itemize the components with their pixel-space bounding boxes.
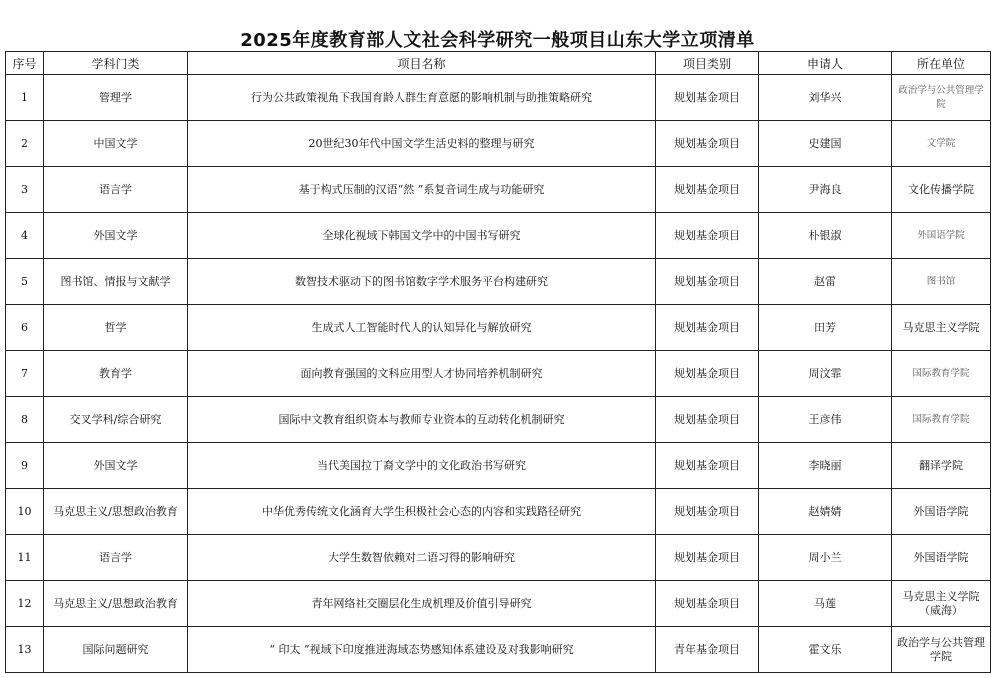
document-title: 2025年度教育部人文社会科学研究一般项目山东大学立项清单 <box>240 30 755 51</box>
cell-project-name: 国际中文教育组织资本与教师专业资本的互动转化机制研究 <box>188 397 656 443</box>
cell-index: 1 <box>6 75 44 121</box>
cell-project-name: 20世纪30年代中国文学生活史料的整理与研究 <box>188 121 656 167</box>
cell-project-name: 中华优秀传统文化涵育大学生积极社会心态的内容和实践路径研究 <box>188 489 656 535</box>
cell-category: 规划基金项目 <box>656 581 759 627</box>
cell-unit: 图书馆 <box>892 259 991 305</box>
cell-discipline: 语言学 <box>44 535 188 581</box>
table-row <box>6 397 991 443</box>
table-row <box>6 351 991 397</box>
cell-index: 9 <box>6 443 44 489</box>
cell-index: 10 <box>6 489 44 535</box>
cell-applicant: 赵婧婧 <box>759 489 892 535</box>
cell-category: 青年基金项目 <box>656 627 759 673</box>
table-row <box>6 535 991 581</box>
cell-applicant: 尹海良 <box>759 167 892 213</box>
cell-index: 2 <box>6 121 44 167</box>
table-row <box>6 581 991 627</box>
table-row <box>6 167 991 213</box>
cell-project-name: “ 印太 ”视域下印度推进海域态势感知体系建设及对我影响研究 <box>188 627 656 673</box>
table-row <box>6 443 991 489</box>
header-index: 序号 <box>6 52 44 75</box>
cell-category: 规划基金项目 <box>656 443 759 489</box>
cell-category: 规划基金项目 <box>656 75 759 121</box>
cell-unit: 外国语学院 <box>892 535 991 581</box>
cell-project-name: 大学生数智依赖对二语习得的影响研究 <box>188 535 656 581</box>
cell-project-name: 数智技术驱动下的图书馆数字学术服务平台构建研究 <box>188 259 656 305</box>
cell-unit: 翻译学院 <box>892 443 991 489</box>
table-row <box>6 489 991 535</box>
cell-discipline: 语言学 <box>44 167 188 213</box>
cell-unit: 马克思主义学院 <box>892 305 991 351</box>
table-row <box>6 75 991 121</box>
cell-project-name: 面向教育强国的文科应用型人才协同培养机制研究 <box>188 351 656 397</box>
cell-project-name: 生成式人工智能时代人的认知异化与解放研究 <box>188 305 656 351</box>
table-row <box>6 259 991 305</box>
cell-index: 13 <box>6 627 44 673</box>
cell-category: 规划基金项目 <box>656 397 759 443</box>
header-applicant: 申请人 <box>759 52 892 75</box>
table-row <box>6 213 991 259</box>
cell-discipline: 交叉学科/综合研究 <box>44 397 188 443</box>
cell-discipline: 管理学 <box>44 75 188 121</box>
cell-unit: 文学院 <box>892 121 991 167</box>
cell-project-name: 基于构式压制的汉语“然 ”系复音词生成与功能研究 <box>188 167 656 213</box>
cell-applicant: 周小兰 <box>759 535 892 581</box>
cell-unit: 外国语学院 <box>892 213 991 259</box>
cell-index: 4 <box>6 213 44 259</box>
cell-unit: 政治学与公共管理学院 <box>892 75 991 121</box>
cell-discipline: 中国文学 <box>44 121 188 167</box>
project-table <box>5 51 991 673</box>
cell-category: 规划基金项目 <box>656 167 759 213</box>
cell-category: 规划基金项目 <box>656 213 759 259</box>
cell-category: 规划基金项目 <box>656 121 759 167</box>
cell-applicant: 刘华兴 <box>759 75 892 121</box>
cell-project-name: 全球化视域下韩国文学中的中国书写研究 <box>188 213 656 259</box>
cell-discipline: 图书馆、情报与文献学 <box>44 259 188 305</box>
header-category: 项目类别 <box>656 52 759 75</box>
table-row <box>6 121 991 167</box>
cell-applicant: 史建国 <box>759 121 892 167</box>
cell-project-name: 青年网络社交圈层化生成机理及价值引导研究 <box>188 581 656 627</box>
cell-discipline: 外国文学 <box>44 443 188 489</box>
cell-index: 12 <box>6 581 44 627</box>
table-row <box>6 627 991 673</box>
cell-index: 7 <box>6 351 44 397</box>
cell-index: 6 <box>6 305 44 351</box>
cell-applicant: 周汶霏 <box>759 351 892 397</box>
cell-discipline: 外国文学 <box>44 213 188 259</box>
cell-category: 规划基金项目 <box>656 535 759 581</box>
cell-project-name: 当代美国拉丁裔文学中的文化政治书写研究 <box>188 443 656 489</box>
cell-unit: 国际教育学院 <box>892 397 991 443</box>
cell-applicant: 朴银淑 <box>759 213 892 259</box>
cell-applicant: 霍文乐 <box>759 627 892 673</box>
cell-discipline: 哲学 <box>44 305 188 351</box>
table-header-row <box>6 52 991 75</box>
cell-unit: 外国语学院 <box>892 489 991 535</box>
cell-index: 5 <box>6 259 44 305</box>
cell-applicant: 赵雷 <box>759 259 892 305</box>
cell-applicant: 王彦伟 <box>759 397 892 443</box>
cell-project-name: 行为公共政策视角下我国育龄人群生育意愿的影响机制与助推策略研究 <box>188 75 656 121</box>
cell-applicant: 马莲 <box>759 581 892 627</box>
cell-index: 8 <box>6 397 44 443</box>
header-discipline: 学科门类 <box>44 52 188 75</box>
cell-category: 规划基金项目 <box>656 489 759 535</box>
cell-applicant: 田芳 <box>759 305 892 351</box>
cell-unit: 政治学与公共管理学院 <box>892 627 991 673</box>
cell-discipline: 教育学 <box>44 351 188 397</box>
cell-index: 3 <box>6 167 44 213</box>
header-project-name: 项目名称 <box>188 52 656 75</box>
cell-category: 规划基金项目 <box>656 305 759 351</box>
cell-discipline: 国际问题研究 <box>44 627 188 673</box>
cell-discipline: 马克思主义/思想政治教育 <box>44 581 188 627</box>
cell-discipline: 马克思主义/思想政治教育 <box>44 489 188 535</box>
header-unit: 所在单位 <box>892 52 991 75</box>
cell-applicant: 李晓丽 <box>759 443 892 489</box>
cell-category: 规划基金项目 <box>656 351 759 397</box>
cell-unit: 马克思主义学院（威海） <box>892 581 991 627</box>
cell-category: 规划基金项目 <box>656 259 759 305</box>
cell-index: 11 <box>6 535 44 581</box>
cell-unit: 文化传播学院 <box>892 167 991 213</box>
table-row <box>6 305 991 351</box>
cell-unit: 国际教育学院 <box>892 351 991 397</box>
